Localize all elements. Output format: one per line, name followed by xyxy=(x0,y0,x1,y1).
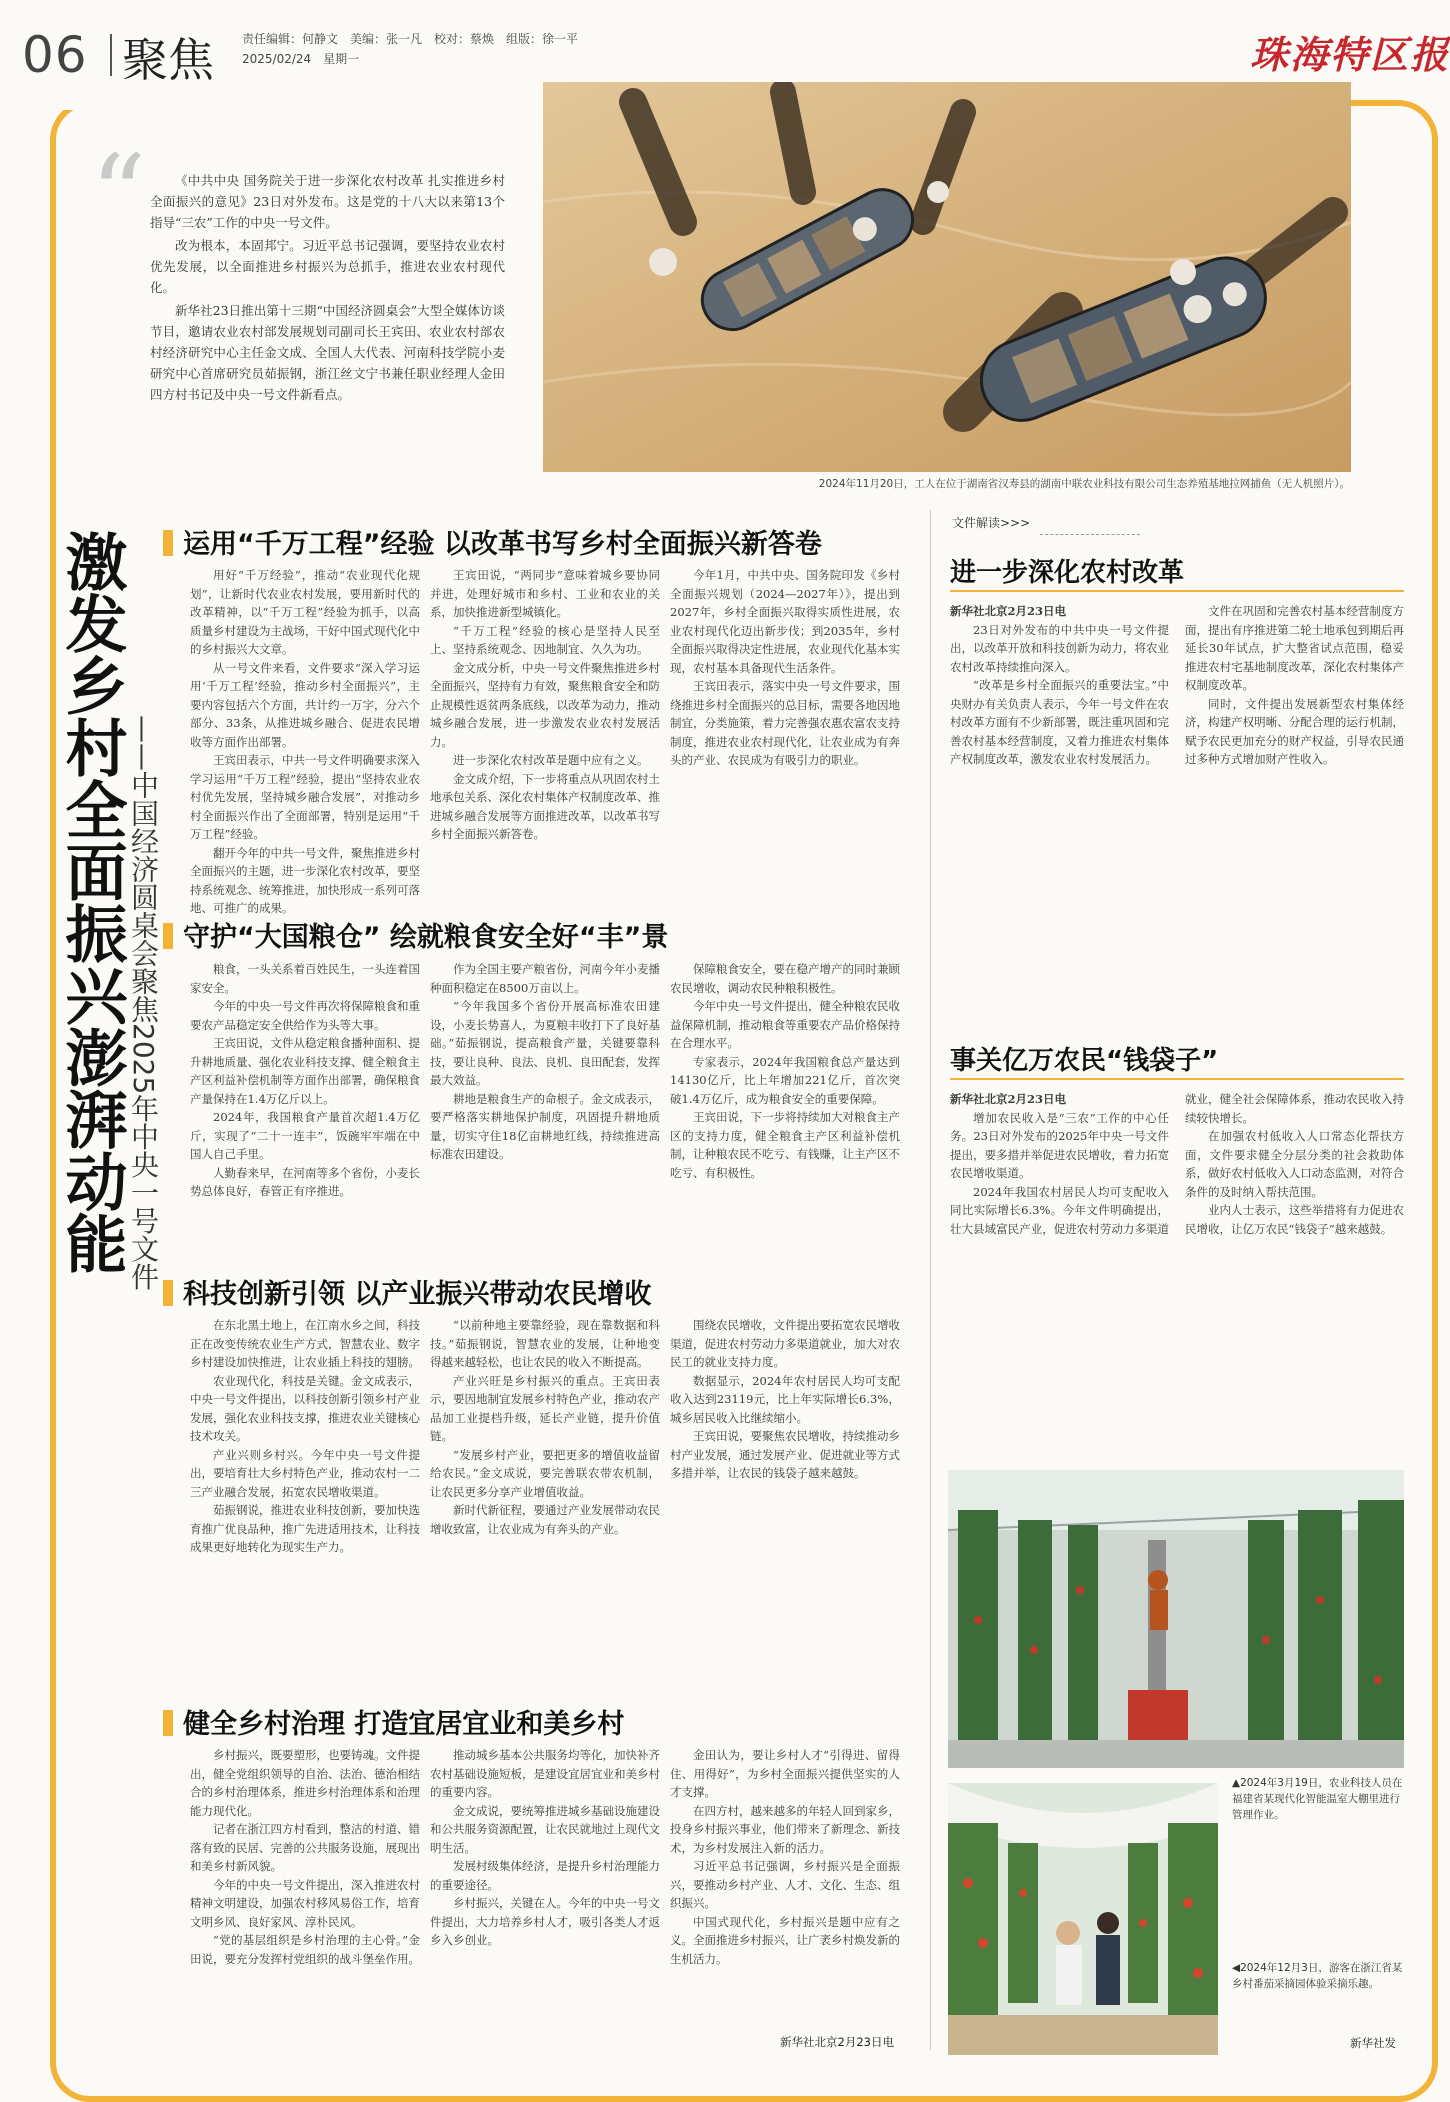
paragraph: 金文成介绍，下一步将重点从巩固农村土地承包关系、深化农村集体产权制度改革、推进城乡融合发展等方面推进改革，以改革书写乡村全面振兴新答卷。 xyxy=(430,771,660,841)
section-title xyxy=(163,1702,624,1741)
paragraph: 今年的中央一号文件再次将保障粮食和重要农产品稳定安全供给作为头等大事。 xyxy=(190,999,420,1032)
greenhouse-caption: ▲2024年3月19日，农业科技人员在福建省某现代化智能温室大棚里进行管理作业。 xyxy=(1232,1777,1403,1821)
paragraph: 乡村振兴，既要塑形，也要铸魂。文件提出，健全党组织领导的自治、法治、德治相结合的乡村治理体系，推进乡村治理体系和治理能力现代化。 xyxy=(190,1748,420,1818)
article-column xyxy=(430,960,660,1164)
paragraph: 保障粮食安全，要在稳产增产的同时兼顾农民增收，调动农民种粮积极性。 xyxy=(670,962,900,995)
section-title xyxy=(163,522,822,561)
paragraph: 农业现代化，科技是关键。金文成表示，中央一号文件提出，以科技创新引领乡村产业发展，强化农业科技支撑，推进农业关键核心技术攻关。 xyxy=(190,1373,420,1443)
paragraph: 乡村振兴，关键在人。今年的中央一号文件提出，大力培养乡村人才，吸引各类人才返乡入乡创业。 xyxy=(430,1896,660,1947)
paragraph: 用好“千万经验”，推动“农业现代化规划”，让新时代农业农村发展，要用新时代的改革精神，以“千万工程”经验为抓手，以高质量乡村建设为主战场，干好中国式现代化中的乡村振兴大文章。 xyxy=(190,568,420,656)
lead-paragraph: 改为根本，本固邦宁。习近平总书记强调，要坚持农业农村优先发展，以全面推进乡村振兴为总抓手，推进农业农村现代化。 xyxy=(150,238,505,295)
paragraph: 产业兴旺是乡村振兴的重点。王宾田表示，要因地制宜发展乡村特色产业，推动农产品加工业提档升级，延长产业链，提升价值链。 xyxy=(430,1373,660,1443)
paragraph: 作为全国主要产粮省份，河南今年小麦播种面积稳定在8500万亩以上。 xyxy=(430,962,660,995)
article-column xyxy=(190,960,420,1201)
dateline: 新华社北京2月23日电 xyxy=(950,1092,1067,1106)
fishing-boats-photo xyxy=(543,82,1351,472)
title-bar-icon xyxy=(163,530,173,556)
dateline: 新华社北京2月23日电 xyxy=(950,604,1067,618)
paragraph: 今年中央一号文件提出，健全种粮农民收益保障机制，推动粮食等重要农产品价格保持在合理水平。 xyxy=(670,999,900,1050)
side-article-body xyxy=(950,1090,1404,1238)
paragraph: “党的基层组织是乡村治理的主心骨。”金田说，要充分发挥村党组织的战斗堡垒作用。 xyxy=(190,1933,420,1966)
main-photo xyxy=(543,82,1351,472)
lead-paragraph: 新华社23日推出第十三期“中国经济圆桌会”大型全媒体访谈节目，邀请农业农村部发展规划司副司长王宾田、农业农村部农村经济研究中心主任金文成、全国人大代表、河南科技学院小麦研究中心首席研究员茹振钢，浙江丝文宁书兼任职业经理人金田四方村书记及中央一号文件新看点。 xyxy=(150,303,505,402)
paragraph: 王宾田说，下一步将持续加大对粮食主产区的支持力度，健全粮食主产区利益补偿机制，让种粮农民不吃亏、有钱赚，让主产区不吃亏、有积极性。 xyxy=(670,1110,900,1180)
paragraph: 2024年，我国粮食产量首次超1.4万亿斤，实现了“二十一连丰”，饭碗牢牢端在中国人自己手里。 xyxy=(190,1110,420,1161)
paragraph: 今年的中央一号文件提出，深入推进农村精神文明建设，加强农村移风易俗工作，培育文明乡风、良好家风、淳朴民风。 xyxy=(190,1877,420,1929)
paragraph: 金文成分析，中央一号文件聚焦推进乡村全面振兴，坚持有力有效，聚焦粮食安全和防止规模性返贫两条底线，以改革为动力，推动城乡融合发展，进一步激发农业农村发展活力。 xyxy=(430,660,660,749)
paragraph: 同时，文件提出发展新型农村集体经济，构建产权明晰、分配合理的运行机制，赋予农民更加充分的财产权益，引导农民通过多种方式增加财产性收入。 xyxy=(1185,696,1404,766)
paragraph: 业内人士表示，这些举措将有力促进农民增收，让亿万农民“钱袋子”越来越鼓。 xyxy=(1185,1203,1404,1236)
paragraph: 进一步深化农村改革是题中应有之义。 xyxy=(453,753,649,767)
paragraph: 发展村级集体经济，是提升乡村治理能力的重要途径。 xyxy=(430,1859,660,1892)
paragraph: 围绕农民增收，文件提出要拓宽农民增收渠道，促进农村劳动力多渠道就业，加大对农民工的就业支持力度。 xyxy=(670,1318,900,1369)
paragraph: 金文成说，要统筹推进城乡基础设施建设和公共服务资源配置，让农民就地过上现代文明生活。 xyxy=(430,1803,660,1855)
paragraph: 金田认为，要让乡村人才“引得进、留得住、用得好”，为乡村全面振兴提供坚实的人才支撑。 xyxy=(670,1748,900,1799)
masthead xyxy=(0,0,1450,87)
side-title-rule xyxy=(950,1078,1404,1080)
article-column xyxy=(430,566,660,844)
tomato-garden-photo xyxy=(948,1783,1218,2055)
section-title-text: 科技创新引领 以产业振兴带动农民增收 xyxy=(183,1279,652,1310)
greenhouse-photo xyxy=(948,1470,1404,1768)
paragraph: 在四方村，越来越多的年轻人回到家乡，投身乡村振兴事业，他们带来了新理念、新技术，为乡村发展注入新的活力。 xyxy=(670,1803,900,1855)
title-bar-icon xyxy=(163,1710,173,1736)
quote-mark-icon: “ xyxy=(90,131,147,259)
paragraph: 新时代新征程，要通过产业发展带动农民增收致富，让农业成为有奔头的产业。 xyxy=(430,1503,660,1536)
paragraph: 在东北黑土地上，在江南水乡之间，科技正在改变传统农业生产方式，智慧农业、数字乡村建设加快推进，让农业插上科技的翅膀。 xyxy=(190,1318,420,1369)
paragraph: 翻开今年的中共一号文件，聚焦推进乡村全面振兴的主题，进一步深化农村改革，要坚持系统观念、统筹推进，加快形成一系列可落地、可推广的成果。 xyxy=(190,845,420,915)
paragraph: 王宾田表示，中共一号文件明确要求深入学习运用“千万工程”经验，提出“坚持农业农村优先发展，坚持城乡融合发展”，对推动乡村全面振兴作出了全面部署，特别是运用“千万工程”经验。 xyxy=(190,753,420,841)
paragraph: 在加强农村低收入人口常态化帮扶方面，文件要求健全分层分类的社会救助体系，做好农村低收入人口动态监测，对符合条件的及时纳入帮扶范围。 xyxy=(1185,1129,1404,1199)
paragraph: 人勤春来早，在河南等多个省份，小麦长势总体良好，春管正有序推进。 xyxy=(190,1165,420,1198)
frame-gap xyxy=(40,90,560,110)
paragraph: 中国式现代化，乡村振兴是题中应有之义。全面推进乡村振兴，让广袤乡村焕发新的生机活力。 xyxy=(670,1914,900,1966)
paragraph: 产业兴则乡村兴。今年中央一号文件提出，要培育壮大乡村特色产业，推动农村一二三产业融合发展，拓宽农民增收渠道。 xyxy=(190,1447,420,1499)
side-label-rule xyxy=(1040,534,1140,535)
paragraph: 王宾田说，“两同步”意味着城乡要协同并进，处理好城市和乡村、工业和农业的关系，加快推进新型城镇化。 xyxy=(430,568,660,619)
section-title-text: 健全乡村治理 打造宜居宜业和美乡村 xyxy=(183,1709,625,1740)
section-title-text: 守护“大国粮仓” 绘就粮食安全好“丰”景 xyxy=(183,922,669,953)
side-article-title: 进一步深化农村改革 xyxy=(950,558,1185,588)
article-column xyxy=(430,1316,660,1538)
paragraph: 数据显示，2024年农村居民人均可支配收入达到23119元，比上年实际增长6.3%，城乡居民收入比继续缩小。 xyxy=(670,1373,900,1425)
paragraph: 文件在巩固和完善农村基本经营制度方面，提出有序推进第二轮土地承包到期后再延长30年试点，扩大整省试点范围，稳妥推进农村宅基地制度改革，深化农村集体产权制度改革。 xyxy=(1185,604,1404,692)
paragraph: 增加农民收入是“三农”工作的中心任务。23日对外发布的2025年中央一号文件提出，要多措并举促进农民增收，着力拓宽农民增收渠道。 xyxy=(950,1110,1169,1180)
article-byline: 新华社北京2月23日电 xyxy=(780,2035,894,2049)
side-label: 文件解读>>> xyxy=(952,516,1031,530)
side-title-rule xyxy=(950,590,1404,592)
paragraph: “今年我国多个省份开展高标准农田建设，小麦长势喜人，为夏粮丰收打下了良好基础。”茹振钢说，提高粮食产量，关键要靠科技，要让良种、良法、良机、良田配套，发挥最大效益。 xyxy=(430,999,660,1087)
article-column xyxy=(190,566,420,918)
photo-byline: 新华社发 xyxy=(1350,2036,1396,2050)
tomato-garden-image xyxy=(948,1783,1218,2055)
lead-text xyxy=(150,170,505,407)
side-article-title: 事关亿万农民“钱袋子” xyxy=(950,1046,1219,1076)
paragraph: 王宾田说，文件从稳定粮食播种面积、提升耕地质量、强化农业科技支撑、健全粮食主产区利益补偿机制等方面作出部署，确保粮食产量保持在1.4万亿斤以上。 xyxy=(190,1036,420,1106)
article-column xyxy=(190,1316,420,1557)
paragraph: “千万工程”经验的核心是坚持人民至上、坚持系统观念、因地制宜、久久为功。 xyxy=(430,623,660,656)
lead-paragraph: 《中共中央 国务院关于进一步深化农村改革 扎实推进乡村全面振兴的意见》23日对外发布。这是党的十八大以来第13个指导“三农”工作的中央一号文件。 xyxy=(150,173,505,230)
paragraph: 今年1月，中共中央、国务院印发《乡村全面振兴规划（2024—2027年）》，提出到2027年，乡村全面振兴取得实质性进展，农业农村现代化迈出新步伐；到2035年，乡村全面振兴取得决定性进展，农业现代化基本实现，农村基本具备现代生活条件。 xyxy=(670,568,900,675)
headline: 激发乡村全面振兴澎湃动能 xyxy=(55,530,128,1274)
section-title xyxy=(163,1272,651,1311)
paragraph: 23日对外发布的中共中央一号文件提出，以改革开放和科技创新为动力，将农业农村改革持续推向深入。 xyxy=(950,622,1169,674)
article-column xyxy=(670,1746,900,1968)
paragraph: “以前种地主要靠经验，现在靠数据和科技。”茹振钢说，智慧农业的发展，让种地变得越来越轻松，也让农民的收入不断提高。 xyxy=(430,1318,660,1369)
paragraph: 习近平总书记强调，乡村振兴是全面振兴，要推动乡村产业、人才、文化、生态、组织振兴。 xyxy=(670,1859,900,1910)
title-bar-icon xyxy=(163,923,173,949)
paragraph: 从一号文件来看，文件要求“深入学习运用‘千万工程’经验，推动乡村全面振兴”，主要内容包括六个方面，共计约一万字，分六个部分、33条，从推进城乡融合、促进农民增收等方面作出部署。 xyxy=(190,660,420,749)
article-column xyxy=(670,566,900,770)
section-name: 聚焦 xyxy=(122,33,214,87)
section-title-text: 运用“千万工程”经验 以改革书写乡村全面振兴新答卷 xyxy=(183,529,822,560)
title-bar-icon xyxy=(163,1280,173,1306)
paragraph: 推动城乡基本公共服务均等化，加快补齐农村基础设施短板，是建设宜居宜业和美乡村的重要内容。 xyxy=(430,1748,660,1799)
column-divider xyxy=(930,510,931,2050)
editor-credits: 责任编辑：何静文 美编：张一凡 校对：蔡焕 组版：徐一平 xyxy=(242,32,579,46)
paragraph: 专家表示，2024年我国粮食总产量达到14130亿斤，比上年增加221亿斤，首次突破1.4万亿斤，成为粮食安全的重要保障。 xyxy=(670,1054,900,1106)
paragraph: 茹振钢说，推进农业科技创新，要加快选育推广优良品种，推广先进适用技术，让科技成果更好地转化为现实生产力。 xyxy=(190,1503,420,1554)
paragraph: “改革是乡村全面振兴的重要法宝。”中央财办有关负责人表示，今年一号文件在农村改革方面有不少新部署，既注重巩固和完善农村基本经营制度，又着力推进农村集体产权制度改革，激发农业农村发展活力。 xyxy=(950,678,1169,766)
article-column xyxy=(430,1746,660,1950)
page-number: 06 xyxy=(22,26,88,84)
issue-date: 2025/02/24 星期一 xyxy=(242,52,360,66)
paragraph: 王宾田表示，落实中央一号文件要求，围绕推进乡村全面振兴的总目标，需要各地因地制宜，分类施策，着力完善强农惠农富农支持制度，推进农业农村现代化，让农业成为有奔头的产业、农民成为有吸引力的职业。 xyxy=(670,679,900,767)
side-article-body xyxy=(950,602,1404,769)
article-column xyxy=(670,1316,900,1483)
masthead-divider xyxy=(110,34,112,76)
paragraph: 王宾田说，要聚焦农民增收，持续推动乡村产业发展，通过发展产业、促进就业等方式多措并举，让农民的钱袋子越来越鼓。 xyxy=(670,1429,900,1480)
greenhouse-image xyxy=(948,1470,1404,1768)
paragraph: 粮食，一头关系着百姓民生，一头连着国家安全。 xyxy=(190,962,420,995)
paragraph: 耕地是粮食生产的命根子。金文成表示，要严格落实耕地保护制度，巩固提升耕地质量，切实守住18亿亩耕地红线，持续推进高标准农田建设。 xyxy=(430,1091,660,1161)
article-column xyxy=(190,1746,420,1968)
paragraph: 2024年我国农村居民人均可支配收入同比实际增长6.3%。今年文件明确提出，壮大县域富民产业，促进农村劳动力多渠道就业，健全社会保障体系，推动农民收入持续较快增长。 xyxy=(950,1092,1404,1236)
paragraph: 记者在浙江四方村看到，整洁的村道、错落有致的民居、完善的公共服务设施，展现出和美乡村新风貌。 xyxy=(190,1822,420,1873)
paragraph: “发展乡村产业，要把更多的增值收益留给农民。”金文成说，要完善联农带农机制，让农民更多分享产业增值收益。 xyxy=(430,1447,660,1499)
section-title xyxy=(163,915,668,954)
article-column xyxy=(670,960,900,1182)
main-photo-caption: 2024年11月20日，工人在位于湖南省汉寿县的湖南中联农业科技有限公司生态养殖基地拉网捕鱼（无人机照片）。 xyxy=(818,478,1350,490)
newspaper-logo: 珠海特区报 xyxy=(1250,32,1450,77)
tomato-caption: ◀2024年12月3日，游客在浙江省某乡村番茄采摘园体验采摘乐趣。 xyxy=(1232,1962,1403,1990)
subheadline: ——中国经济圆桌会聚焦2025年中央一号文件 xyxy=(127,715,160,1291)
